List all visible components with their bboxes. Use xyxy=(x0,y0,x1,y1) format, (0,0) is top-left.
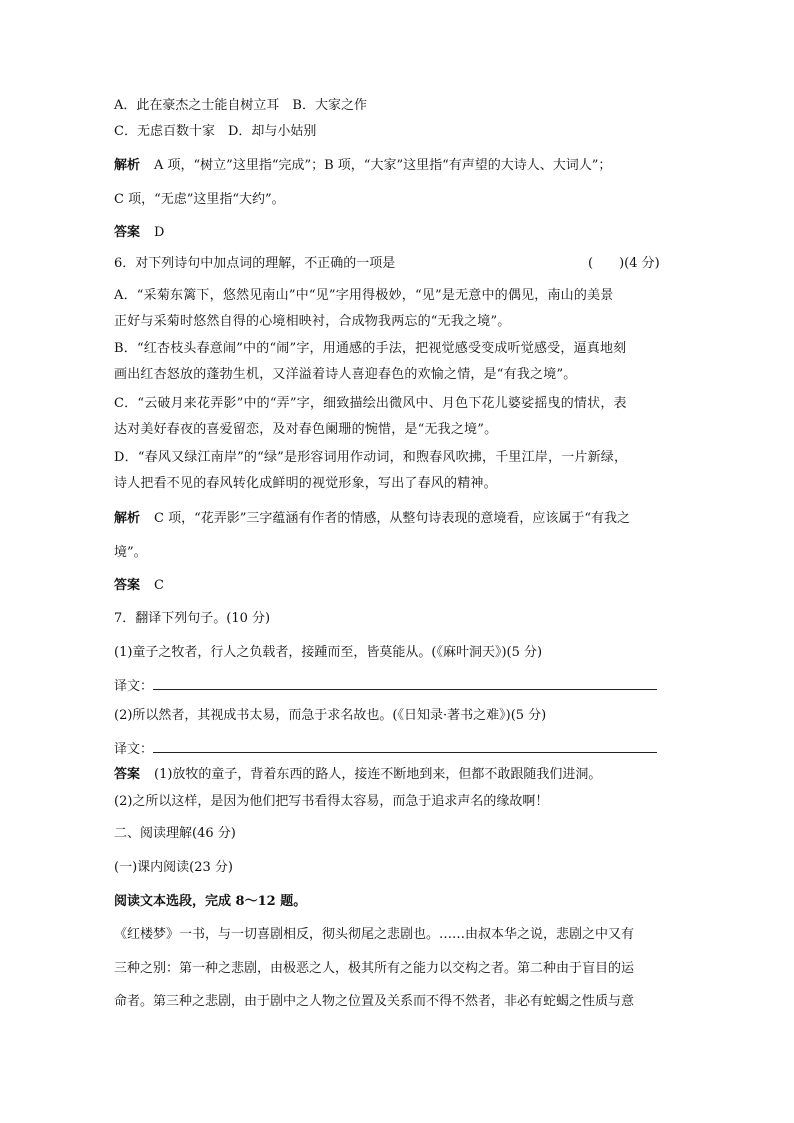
section-title: 二、阅读理解(46 分) xyxy=(114,826,236,841)
q5-answer xyxy=(114,225,164,241)
analysis-text: A 项，“树立”这里指“完成”；B 项，“大家”这里指“有声望的大诗人、大词人”； xyxy=(154,158,612,173)
translation-blank-line xyxy=(153,740,657,753)
q7-sentence-2: (2)所以然者，其视成书太易，而急于求名故也。(《日知录·著书之难》)(5 分) xyxy=(114,708,547,723)
answer-label: 答案 xyxy=(114,767,141,782)
passage-line-3: 命者。第三种之悲剧，由于剧中之人物之位置及关系而不得不然者，非必有蛇蝎之性质与意 xyxy=(114,994,635,1009)
translation-label: 译文： xyxy=(114,742,154,757)
analysis-label: 解析 xyxy=(114,511,141,526)
q7-sentence-1: (1)童子之牧者，行人之负载者，接踵而至，皆莫能从。(《麻叶洞天》)(5 分) xyxy=(114,645,543,660)
q6-analysis-line1 xyxy=(114,511,630,527)
passage-line-1: 《红楼梦》一书，与一切喜剧相反，彻头彻尾之悲剧也。……由叔本华之说，悲剧之中又有 xyxy=(114,927,635,942)
answer-label: 答案 xyxy=(114,578,141,593)
q6-score: ( )(4 分) xyxy=(588,256,660,271)
translation-blank-line xyxy=(153,677,657,690)
q7-answer-line1 xyxy=(114,767,601,783)
q6-option-a-line2: 正好与采菊时悠然自得的心境相映衬，合成物我两忘的“无我之境”。 xyxy=(114,314,511,329)
q6-option-c-line2: 达对美好春夜的喜爱留恋，及对春色阑珊的惋惜，是“无我之境”。 xyxy=(114,422,498,437)
reading-instruction: 阅读文本选段，完成 8～12 题。 xyxy=(114,894,307,909)
q5-options-ab: A．此在豪杰之士能自树立耳 B．大家之作 xyxy=(114,98,367,113)
analysis-text: C 项，“花弄影”三字蕴涵有作者的情感，从整句诗表现的意境看，应该属于“有我之 xyxy=(154,511,631,526)
translation-label: 译文： xyxy=(114,679,154,694)
q6-option-a-line1: A．“采菊东篱下，悠然见南山”中“见”字用得极妙，“见”是无意中的偶见，南山的美景 xyxy=(114,288,614,303)
answer-label: 答案 xyxy=(114,225,141,240)
q6-analysis-line2: 境”。 xyxy=(114,545,147,560)
q6-stem: 6．对下列诗句中加点词的理解，不正确的一项是 xyxy=(114,256,396,271)
q6-option-d-line2: 诗人把看不见的春风转化成鲜明的视觉形象，写出了春风的精神。 xyxy=(114,476,497,491)
q7-answer-line2: (2)之所以这样，是因为他们把写书看得太容易，而急于追求声名的缘故啊！ xyxy=(114,794,549,809)
subsection-title: (一)课内阅读(23 分) xyxy=(114,860,233,875)
answer-value: D xyxy=(154,225,165,240)
q6-option-b-line1: B．“红杏枝头春意闹”中的“闹”字，用通感的手法，把视觉感受变成听觉感受，逼真地刻 xyxy=(114,341,627,356)
q6-answer xyxy=(114,578,164,594)
passage-line-2: 三种之别：第一种之悲剧，由极恶之人，极其所有之能力以交构之者。第二种由于盲目的运 xyxy=(114,961,635,976)
q7-translation-1 xyxy=(114,677,657,695)
q5-options-cd: C．无虑百数十家 D．却与小姑别 xyxy=(114,124,317,139)
q7-translation-2 xyxy=(114,740,657,758)
answer-value: C xyxy=(154,578,164,593)
q6-option-d-line1: D．“春风又绿江南岸”的“绿”是形容词用作动词，和煦春风吹拂，千里江岸，一片新绿， xyxy=(114,450,628,465)
q6-option-c-line1: C．“云破月来花弄影”中的“弄”字，细致描绘出微风中、月色下花儿婆娑摇曳的情状，表 xyxy=(114,396,627,411)
q6-option-b-line2: 画出红杏怒放的蓬勃生机，又洋溢着诗人喜迎春色的欢愉之情，是“有我之境”。 xyxy=(114,367,577,382)
q5-analysis-line1 xyxy=(114,158,611,174)
q5-analysis-line2: C 项，“无虑”这里指“大约”。 xyxy=(114,192,285,207)
answer-text: (1)放牧的童子，背着东西的路人，接连不断地到来，但都不敢跟随我们进洞。 xyxy=(154,767,602,782)
q7-stem: 7．翻译下列句子。(10 分) xyxy=(114,611,271,626)
analysis-label: 解析 xyxy=(114,158,141,173)
